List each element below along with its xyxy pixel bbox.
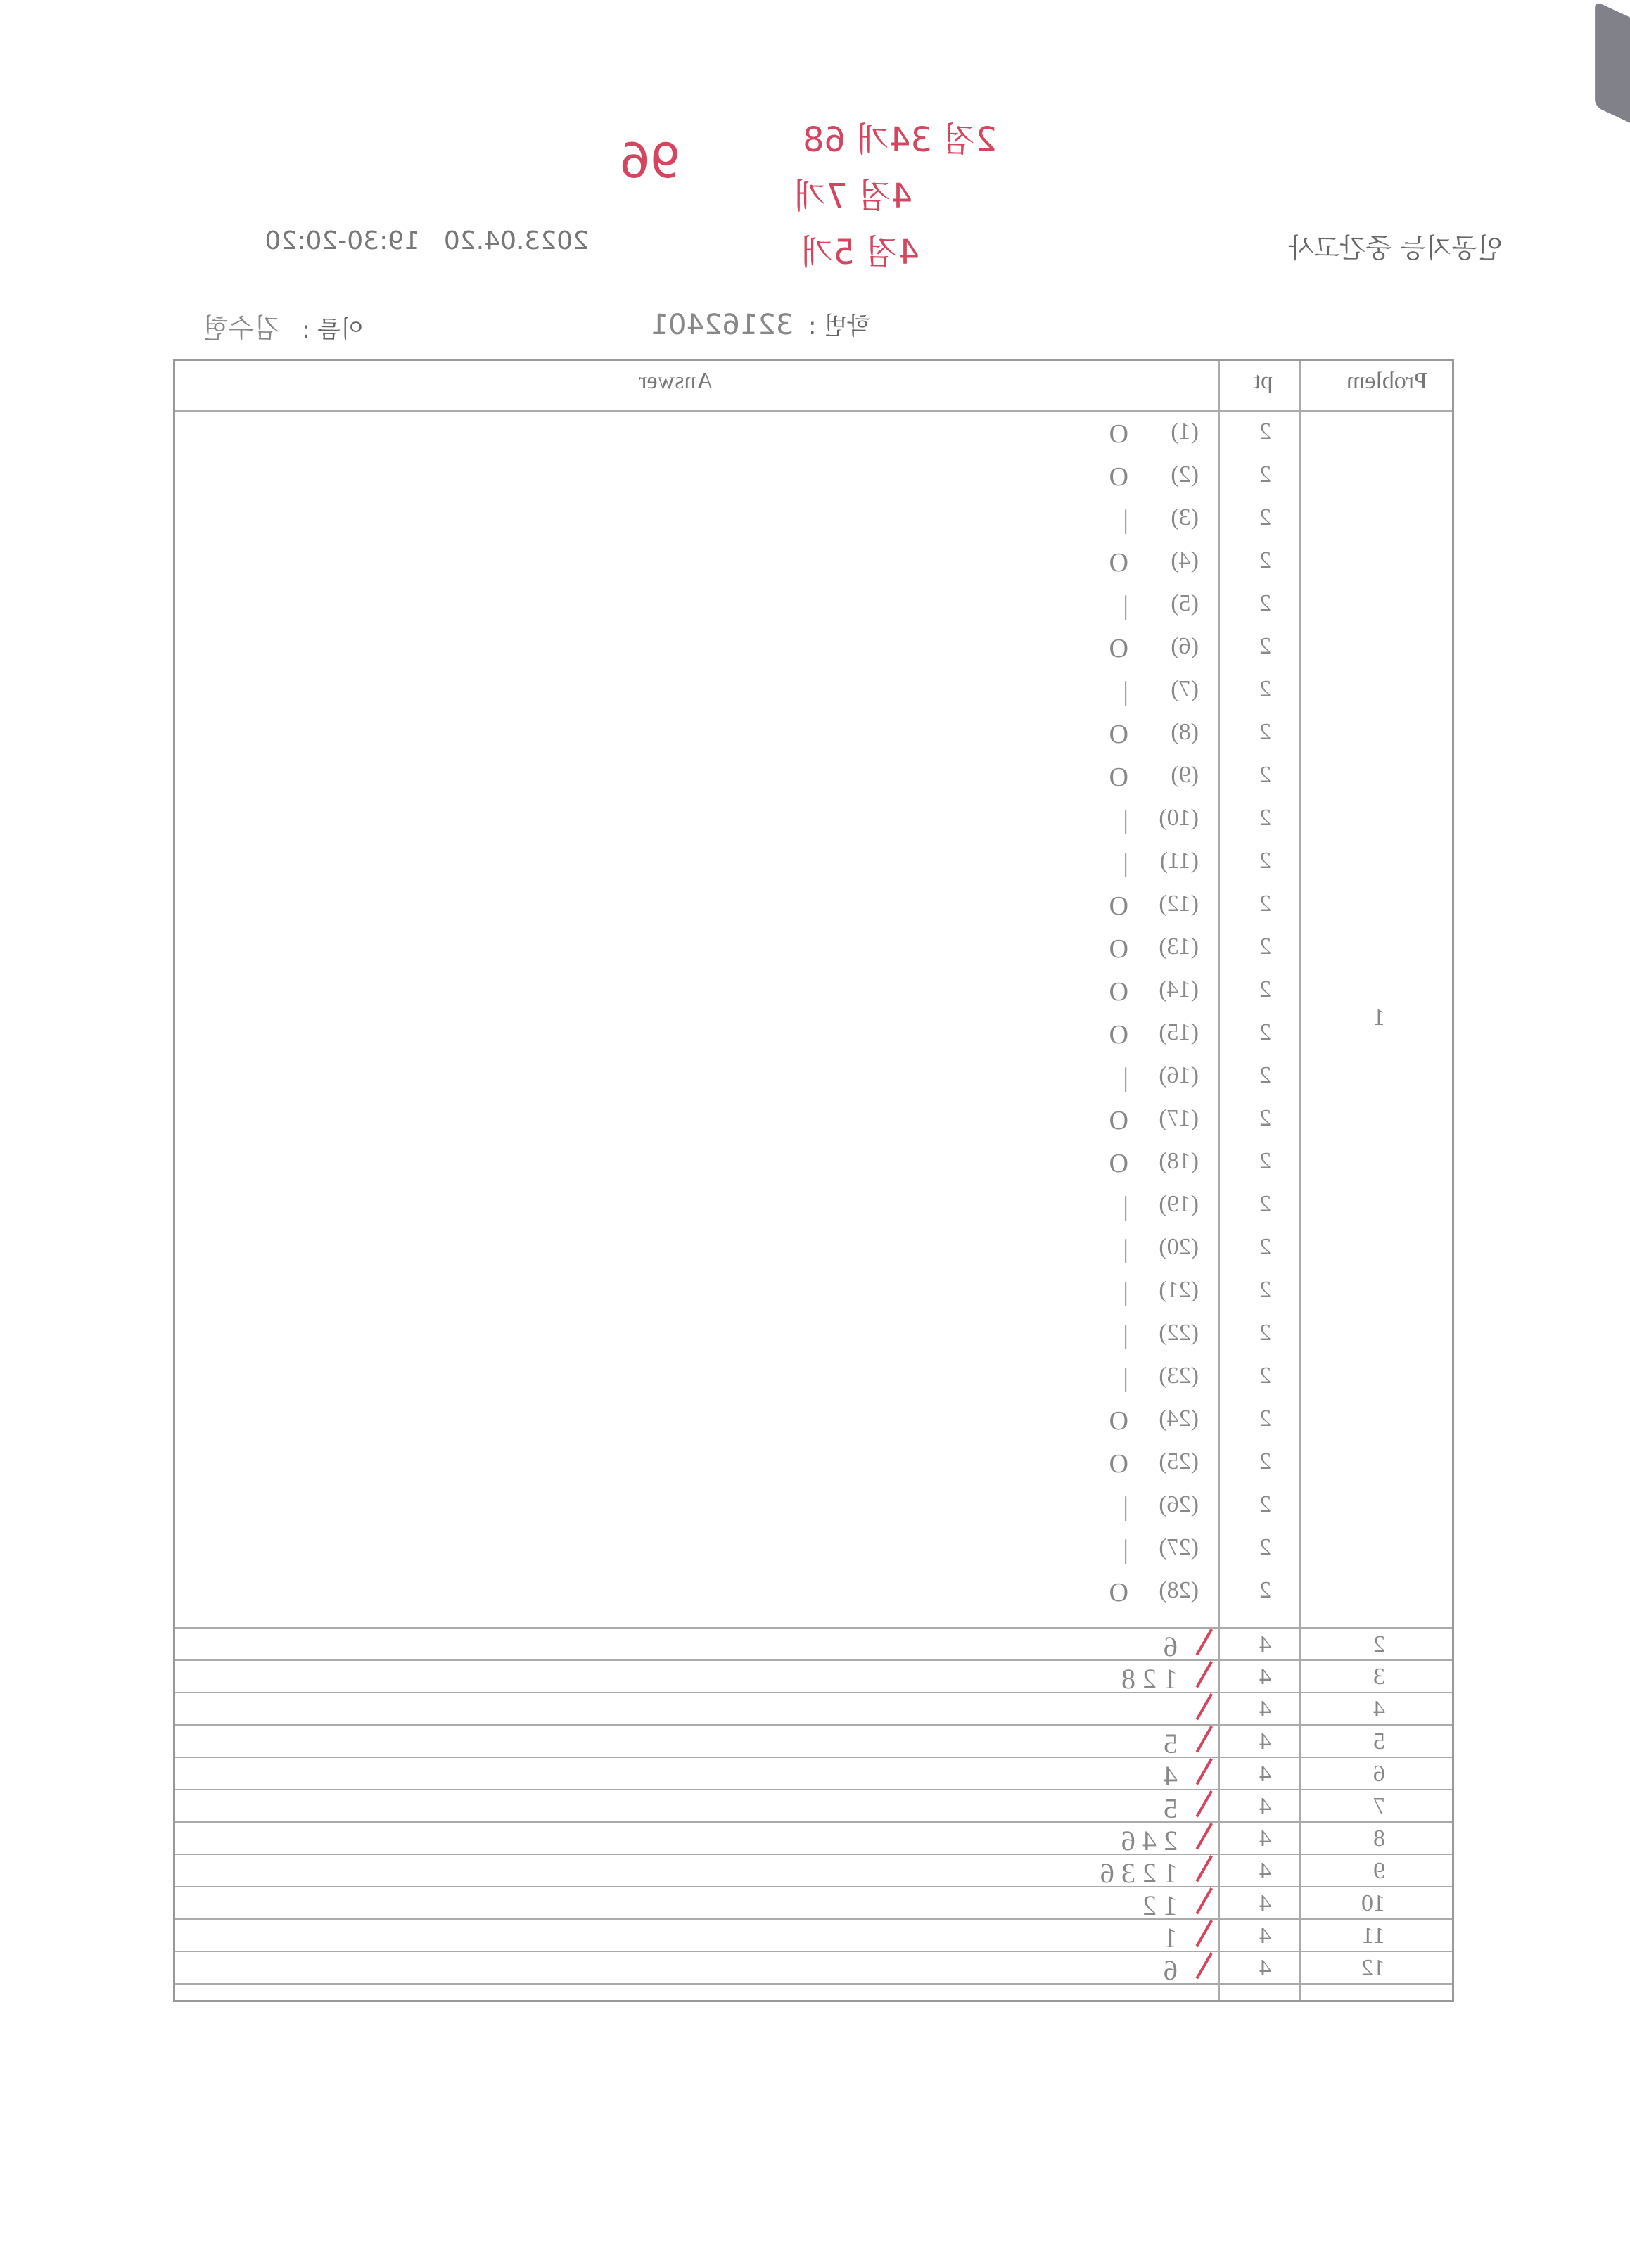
subitem-label: (28) xyxy=(1159,1577,1199,1603)
problem-rule xyxy=(175,1821,1452,1823)
subitem-pt: 2 xyxy=(1259,1577,1271,1603)
problem-rule xyxy=(175,1692,1452,1693)
subitem-answer: | xyxy=(1123,1535,1128,1565)
problem-number: 7 xyxy=(1373,1793,1385,1819)
subitem-pt: 2 xyxy=(1259,762,1271,788)
subitem-label: (12) xyxy=(1159,891,1199,917)
subitem-pt: 2 xyxy=(1259,547,1271,573)
subitem-answer: O xyxy=(1109,462,1128,492)
score-note-1: 2점 34개 68 xyxy=(803,120,997,160)
grading-check-mark xyxy=(1196,1693,1213,1720)
problem-answer: 1 2 8 xyxy=(1121,1663,1178,1695)
header-problem: Problem xyxy=(1346,368,1427,394)
problem-pt: 4 xyxy=(1259,1728,1271,1754)
subitem-answer: O xyxy=(1109,1020,1128,1050)
grading-check-mark xyxy=(1196,1661,1213,1688)
problem-1-number: 1 xyxy=(1373,1005,1385,1031)
subitem-answer: | xyxy=(1123,1278,1128,1307)
subitem-label: (1) xyxy=(1171,419,1199,445)
subitem-pt: 2 xyxy=(1259,848,1271,874)
subitem-answer: | xyxy=(1123,677,1128,706)
problem-number: 11 xyxy=(1362,1923,1385,1949)
student-id-label: 학번 : xyxy=(808,312,870,340)
subitem-label: (25) xyxy=(1159,1448,1199,1474)
problem-rule xyxy=(175,1918,1452,1920)
subitem-pt: 2 xyxy=(1259,1406,1271,1432)
problem-pt: 4 xyxy=(1259,1696,1271,1722)
subitem-answer: O xyxy=(1109,763,1128,792)
subitem-pt: 2 xyxy=(1259,1363,1271,1389)
problem-answer: 5 xyxy=(1164,1792,1178,1824)
subitem-label: (19) xyxy=(1159,1191,1199,1217)
score-note-3: 4점 5개 xyxy=(800,233,919,272)
total-score: 96 xyxy=(619,134,680,189)
problem-rule xyxy=(175,1724,1452,1726)
subitem-label: (23) xyxy=(1159,1363,1199,1389)
subitem-label: (5) xyxy=(1171,590,1199,616)
problem-number: 12 xyxy=(1361,1955,1385,1981)
problem-1-rule xyxy=(175,1627,1452,1629)
subitem-pt: 2 xyxy=(1259,1191,1271,1217)
problem-answer: 6 xyxy=(1164,1954,1178,1986)
subitem-label: (4) xyxy=(1171,547,1199,573)
name-line xyxy=(203,307,364,345)
subitem-label: (14) xyxy=(1159,976,1199,1002)
problem-rule xyxy=(175,1854,1452,1855)
subitem-label: (22) xyxy=(1159,1320,1199,1346)
subitem-pt: 2 xyxy=(1259,1062,1271,1088)
subitem-answer: O xyxy=(1109,548,1128,578)
problem-pt: 4 xyxy=(1259,1793,1271,1819)
subitem-label: (27) xyxy=(1159,1534,1199,1560)
subitem-pt: 2 xyxy=(1259,504,1271,530)
subitem-pt: 2 xyxy=(1259,719,1271,745)
subitem-pt: 2 xyxy=(1259,1448,1271,1474)
subitem-answer: | xyxy=(1123,591,1128,620)
subitem-label: (9) xyxy=(1171,762,1199,788)
exam-title: 인공지능 중간고사 xyxy=(1288,233,1503,264)
subitem-label: (3) xyxy=(1171,504,1199,530)
name-label: 이름 : xyxy=(302,316,364,344)
subitem-label: (15) xyxy=(1159,1019,1199,1045)
exam-date: 2023.04.20 xyxy=(443,227,589,255)
subitem-answer: | xyxy=(1123,1492,1128,1522)
problem-rule xyxy=(175,1983,1452,1984)
problem-rule xyxy=(175,1951,1452,1952)
problem-answer: 6 xyxy=(1164,1631,1178,1662)
problem-rule xyxy=(175,1886,1452,1887)
problem-rule xyxy=(175,1789,1452,1790)
problem-number: 10 xyxy=(1361,1890,1385,1916)
subitem-answer: O xyxy=(1109,1149,1128,1178)
subitem-pt: 2 xyxy=(1259,1534,1271,1560)
problem-answer: 5 xyxy=(1164,1728,1178,1759)
subitem-pt: 2 xyxy=(1259,1019,1271,1045)
grading-check-mark xyxy=(1196,1758,1213,1785)
subitem-label: (2) xyxy=(1171,461,1199,488)
corner-mark xyxy=(1595,1,1630,132)
subitem-answer: O xyxy=(1109,1449,1128,1479)
grading-check-mark xyxy=(1196,1855,1213,1882)
name-value: 김수현 xyxy=(203,313,281,344)
subitem-answer: O xyxy=(1109,634,1128,663)
grading-check-mark xyxy=(1196,1887,1213,1914)
subitem-answer: O xyxy=(1109,1106,1128,1135)
grading-check-mark xyxy=(1196,1823,1213,1849)
problem-number: 8 xyxy=(1373,1826,1385,1852)
subitem-pt: 2 xyxy=(1259,676,1271,702)
subitem-label: (10) xyxy=(1159,805,1199,831)
subitem-pt: 2 xyxy=(1259,1234,1271,1260)
subitem-pt: 2 xyxy=(1259,1148,1271,1174)
subitem-label: (13) xyxy=(1159,934,1199,960)
problem-number: 3 xyxy=(1373,1664,1385,1690)
problem-number: 4 xyxy=(1373,1696,1385,1722)
subitem-pt: 2 xyxy=(1259,1277,1271,1303)
problem-number: 6 xyxy=(1373,1761,1385,1787)
subitem-pt: 2 xyxy=(1259,590,1271,616)
grading-check-mark xyxy=(1196,1790,1213,1817)
problem-number: 5 xyxy=(1373,1728,1385,1754)
subitem-label: (16) xyxy=(1159,1062,1199,1088)
subitem-label: (11) xyxy=(1159,848,1199,874)
answer-table xyxy=(173,359,1454,2002)
problem-answer: 1 2 3 6 xyxy=(1100,1857,1178,1889)
subitem-answer: | xyxy=(1123,848,1128,878)
grading-check-mark xyxy=(1196,1952,1213,1979)
subitem-pt: 2 xyxy=(1259,1491,1271,1517)
subitem-answer: | xyxy=(1123,1320,1128,1350)
col-divider-problem xyxy=(1299,361,1301,2000)
subitem-answer: | xyxy=(1123,805,1128,835)
problem-pt: 4 xyxy=(1259,1858,1271,1884)
subitem-answer: | xyxy=(1123,1235,1128,1264)
problem-pt: 4 xyxy=(1259,1923,1271,1949)
subitem-answer: O xyxy=(1109,1406,1128,1436)
subitem-pt: 2 xyxy=(1259,934,1271,960)
exam-time: 19:30-20:20 xyxy=(265,227,420,255)
grading-check-mark xyxy=(1196,1920,1213,1947)
problem-pt: 4 xyxy=(1259,1761,1271,1787)
problem-rule xyxy=(175,1659,1452,1661)
problem-pt: 4 xyxy=(1259,1826,1271,1852)
subitem-answer: O xyxy=(1109,891,1128,921)
header-answer: Answer xyxy=(639,368,713,394)
subitem-pt: 2 xyxy=(1259,1320,1271,1346)
subitem-label: (20) xyxy=(1159,1234,1199,1260)
problem-answer: 1 2 xyxy=(1142,1890,1178,1921)
subitem-label: (24) xyxy=(1159,1406,1199,1432)
problem-answer: 2 4 6 xyxy=(1121,1825,1178,1856)
student-id-line xyxy=(644,307,870,341)
grading-check-mark xyxy=(1196,1629,1213,1655)
problem-pt: 4 xyxy=(1259,1955,1271,1981)
student-id-value: 32162401 xyxy=(650,309,794,341)
subitem-answer: | xyxy=(1123,1192,1128,1221)
subitem-pt: 2 xyxy=(1259,1105,1271,1131)
subitem-answer: O xyxy=(1109,419,1128,449)
subitem-answer: | xyxy=(1123,1063,1128,1092)
subitem-label: (18) xyxy=(1159,1148,1199,1174)
subitem-answer: | xyxy=(1123,1363,1128,1393)
subitem-label: (8) xyxy=(1171,719,1199,745)
problem-rule xyxy=(175,1757,1452,1758)
problem-answer: 4 xyxy=(1164,1760,1178,1792)
problem-number: 2 xyxy=(1373,1631,1385,1657)
subitem-pt: 2 xyxy=(1259,461,1271,488)
subitem-pt: 2 xyxy=(1259,976,1271,1002)
problem-pt: 4 xyxy=(1259,1631,1271,1657)
subitem-pt: 2 xyxy=(1259,805,1271,831)
subitem-pt: 2 xyxy=(1259,633,1271,659)
subitem-label: (26) xyxy=(1159,1491,1199,1517)
subitem-pt: 2 xyxy=(1259,419,1271,445)
subitem-label: (7) xyxy=(1171,676,1199,702)
col-divider-pt xyxy=(1218,361,1220,2000)
subitem-label: (17) xyxy=(1159,1105,1199,1131)
subitem-answer: O xyxy=(1109,977,1128,1007)
problem-pt: 4 xyxy=(1259,1890,1271,1916)
header-pt: pt xyxy=(1254,368,1273,394)
subitem-label: (21) xyxy=(1159,1277,1199,1303)
subitem-answer: O xyxy=(1109,934,1128,964)
grading-check-mark xyxy=(1196,1726,1213,1752)
subitem-label: (6) xyxy=(1171,633,1199,659)
subitem-answer: O xyxy=(1109,720,1128,749)
subitem-answer: O xyxy=(1109,1578,1128,1607)
problem-pt: 4 xyxy=(1259,1664,1271,1690)
header-rule xyxy=(175,410,1452,412)
subitem-pt: 2 xyxy=(1259,891,1271,917)
score-note-2: 4점 7개 xyxy=(793,177,912,216)
problem-answer: 1 xyxy=(1164,1922,1178,1954)
subitem-answer: | xyxy=(1123,505,1128,535)
problem-number: 9 xyxy=(1373,1858,1385,1884)
